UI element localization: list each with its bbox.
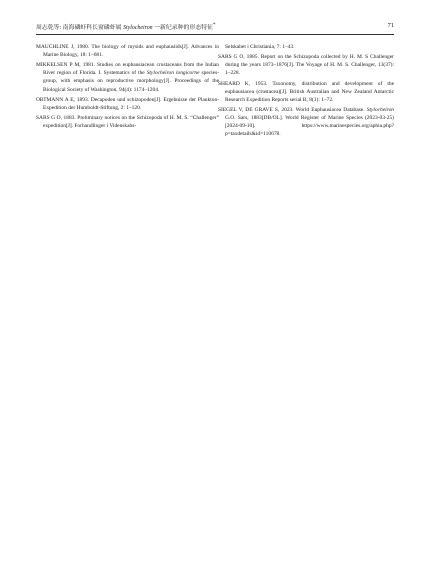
reference-line: Ergebnisse der Plankton-Expedition der Humboldt-Stiftung, 2: [43,96,219,111]
reference-line: S. “Challenger” expedition[J]. Forhandlinger i Videnskabs- [43,115,220,130]
reference-line: MIKKELSEN P M, 1981. Studies on euphausiacean crustaceans [36,62,182,69]
reference-line: 1–72. [321,96,334,103]
reference-sheard-1953 [218,80,394,104]
running-title-prefix: 周志乾等: 南海磷虾科长窗磷虾属 [36,24,124,31]
reference-line: SIEGEL V, DE GRAVE S, 2023. World Euphausiacea Database. [218,107,365,114]
reference-sars-1883 [36,114,219,130]
reference-siegel-2023 [218,106,394,138]
reference-line: SHEARD K, 1953. Taxonomy, distribution and development of the [218,80,394,87]
reference-line: euphausiacea (crustacea)[J]. British Australian and New [225,88,352,95]
species-name-italic: Stylocheiron longicorne [146,70,200,77]
reference-column-right [218,43,394,141]
genus-name-italic: Stylocheiron [366,107,395,114]
reference-line: 1–120. [126,104,142,111]
running-title-mark: * [213,23,216,28]
reference-sars-1885 [218,53,394,77]
reference-line: SARS G O, 1885. Report on the Schizopoda collected by H. M. S [218,54,369,61]
reference-line: Advances in Marine Biology, 18: 1–681. [43,44,219,59]
reference-mauchline-1980 [36,43,219,59]
reference-line: MAUCHLINE J, 1980. The biology of mysids and euphausiids[J]. [36,44,189,50]
page-number: 71 [387,22,394,29]
reference-line: G.O. Sars, 1883[DB/OL]. World Register of Marine Species (2023-03-25) [2024-09-10]. https://www.marinespecies.org/aphia.php?p=taxdetails&id=110678. [225,115,394,138]
reference-line: from the Indian River region of Florida. I. Systematics of the [43,62,220,77]
running-title [36,21,215,33]
reference-ortmann-1893 [36,96,219,112]
reference-line: Selskabet i Christiania, 7: 1–43. [225,44,295,50]
reference-line: ORTMANN A E, 1893. Decapoden und schizopoden[J]. [36,96,162,103]
reference-column-left [36,43,219,133]
reference-line: Zealand Antarctic Research Expedition Reports serial B, 8(1): [225,88,394,103]
running-title-genus: Stylocheiron [123,24,153,31]
reference-line: Challenger during the years 1873–1876[J]. The Voyage of H. [225,54,394,69]
reference-line: species-group, with emphasis on reproductive morphology[J]. Proceedings of the Biological Society of Washington, 94(4): 1174–1204. [43,70,220,93]
reference-sars-1883-continued [218,43,394,51]
reference-mikkelsen-1981 [36,61,219,93]
reference-line: SARS G O, 1883. Preliminary notices on the Schizopoda of H. M. [36,115,183,122]
reference-line: M. S. Challenger, 13(37): 1–228. [225,62,394,77]
running-title-suffix: 一新纪录种的形态特征 [152,24,214,31]
running-header [36,21,394,35]
